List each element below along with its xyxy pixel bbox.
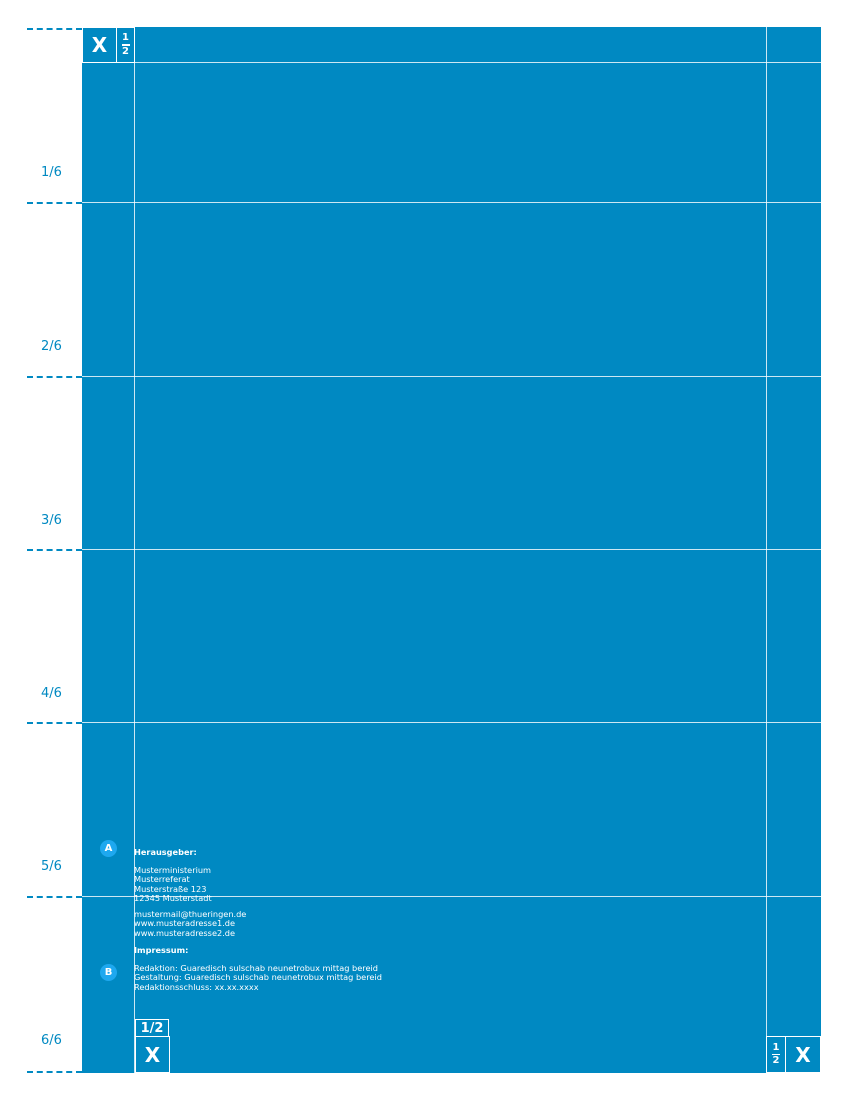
contact-email: mustermail@thueringen.de <box>134 908 247 919</box>
fold-guide-3 <box>27 549 82 551</box>
herausgeber-line: 12345 Musterstadt <box>134 893 212 903</box>
herausgeber-line: Musterreferat <box>134 874 190 884</box>
fold-label-4: 4/6 <box>41 686 62 701</box>
corner-mark-bottom-left <box>135 1036 170 1073</box>
header-line <box>82 62 821 63</box>
fold-guide-1 <box>27 202 82 204</box>
impressum-redaktion: Redaktion: Guaredisch sulschab neunetrobux mittag bereid <box>134 962 378 973</box>
impressum-block <box>134 848 434 992</box>
fold-guide-4 <box>27 722 82 724</box>
x-mark: X <box>91 33 108 57</box>
half-numerator: 1 <box>122 32 129 44</box>
half-numerator: 1 <box>772 1041 780 1053</box>
herausgeber-line: Musterstraße 123 <box>134 883 207 894</box>
fold-label-1: 1/6 <box>41 165 62 180</box>
fold-line-4 <box>82 722 821 723</box>
fold-line-3 <box>82 549 821 550</box>
x-mark: X <box>795 1042 811 1067</box>
corner-mark-bottom-right <box>785 1036 821 1073</box>
impressum-gestaltung: Gestaltung: Guaredisch sulschab neunetrobux mittag bereid <box>134 972 382 982</box>
herausgeber-line: Musterministerium <box>134 864 212 875</box>
corner-mark-top-left <box>82 27 117 63</box>
fold-label-6: 6/6 <box>41 1033 62 1048</box>
half-mark-bottom-left <box>135 1019 169 1037</box>
half-denominator: 2 <box>122 45 129 57</box>
half-denominator: 2 <box>772 1055 780 1067</box>
fold-guide-6 <box>27 1071 82 1073</box>
half-mark-top-left <box>116 27 135 63</box>
fold-guide-2 <box>27 376 82 378</box>
fold-line-1 <box>82 202 821 203</box>
margin-line-right <box>766 27 767 1073</box>
fold-label-5: 5/6 <box>41 859 62 874</box>
badge-a: A <box>100 840 117 857</box>
half-mark-bottom-right <box>766 1036 786 1073</box>
fold-guide-5 <box>27 896 82 898</box>
badge-b: B <box>100 964 117 981</box>
fold-guide-0 <box>27 28 82 30</box>
fold-label-2: 2/6 <box>41 339 62 354</box>
contact-web-2: www.musteradresse2.de <box>134 927 236 938</box>
herausgeber-heading: Herausgeber: <box>134 847 197 857</box>
x-mark: X <box>144 1042 161 1067</box>
impressum-heading: Impressum: <box>134 945 189 955</box>
impressum-schluss: Redaktionsschluss: xx.xx.xxxx <box>134 981 259 992</box>
half-inline: 1/2 <box>140 1020 164 1036</box>
fold-line-2 <box>82 376 821 377</box>
fold-label-3: 3/6 <box>41 513 62 528</box>
contact-web-1: www.musteradresse1.de <box>134 918 236 928</box>
